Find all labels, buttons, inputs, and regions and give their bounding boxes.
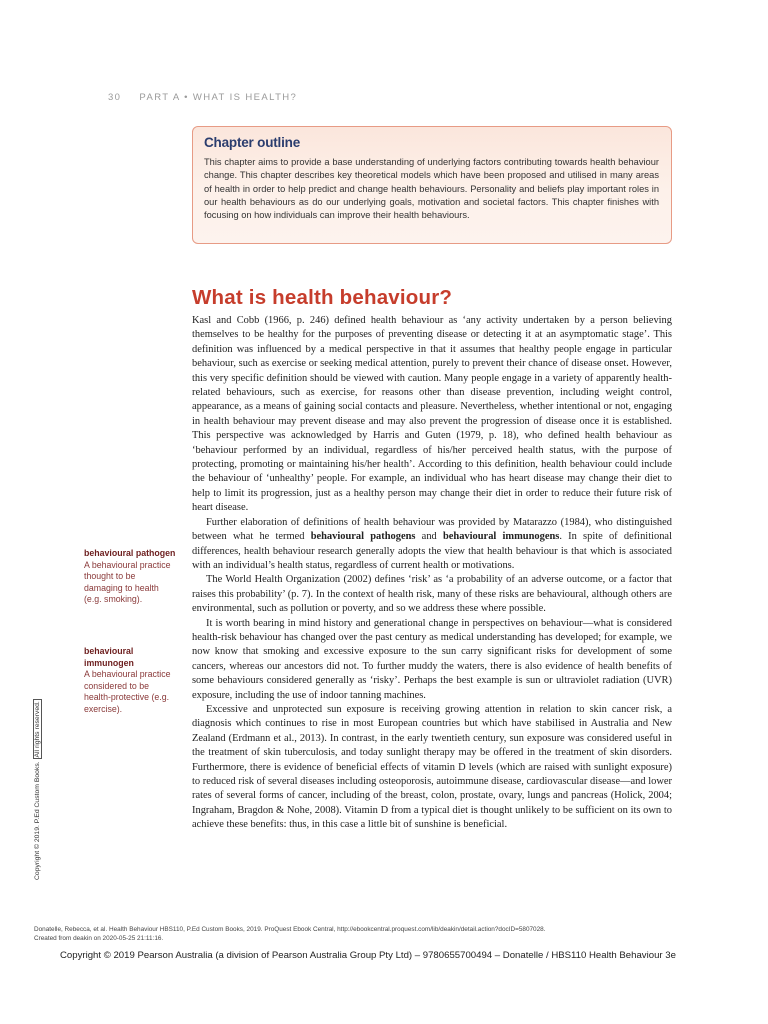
chapter-outline-title: Chapter outline: [204, 135, 301, 150]
chapter-outline-box: [192, 126, 672, 244]
citation-footer: [34, 925, 546, 943]
paragraph-4: It is worth bearing in mind history and generational change in perspectives on behaviour—what is considered health-risk behaviour has changed over the past century as medical understanding has developed; for example, we now know that smoking and excessive exposure to the sun carry significant risks for development of some cancers, whereas our ancestors did not. To further muddy the waters, there is also evidence of health benefits of some behaviours considered generally as ‘risky’. Perhaps the best example is sun or ultraviolet radiation (UVR) exposure, including the use of indoor tanning machines.: [192, 617, 672, 701]
paragraph-5: Excessive and unprotected sun exposure is receiving growing attention in relation to skin cancer risk, a diagnosis which continues to rise in most European countries but which have stabilised in Australia and New Zealand (Erdmann et al., 2013). In contrast, in the early twentieth century, sun exposure was considered useful in the treatment of skin tuberculosis, and today sunlight therapy may be offered in the treatment of skin disorders. Furthermore, there is evidence of beneficial effects of vitamin D levels (which are raised with sunlight exposure) to reduced risk of several diseases including osteoporosis, autoimmune disease, cardiovascular disease—and lower rates of several forms of cancer, including of the breast, colon, prostate, ovary, lungs and pancreas (Holick, 2004; Ingraham, Bragdon & Nohe, 2008). Vitamin D from a typical diet is thought unlikely to be sufficient on its own to achieve these benefits: thus, in this case a little bit of sunshine is beneficial.: [192, 703, 672, 831]
glossary-note-immunogen: [84, 646, 176, 716]
page-number: 30: [108, 92, 122, 103]
glossary-definition: A behavioural practice thought to be damaging to health (e.g. smoking).: [84, 559, 171, 605]
running-head-title: PART A • WHAT IS HEALTH?: [139, 92, 298, 103]
citation-line: Donatelle, Rebecca, et al. Health Behaviour HBS110, P.Ed Custom Books, 2019. ProQuest Ebook Central, http://ebookcentral.proquest.com/lib/deakin/detail.action?docID=5807028.: [34, 926, 546, 933]
running-header: [108, 92, 297, 103]
glossary-note-pathogen: [84, 548, 176, 606]
glossary-term: behavioural pathogen: [84, 548, 176, 558]
paragraph-2-start: Further elaboration of definitions of health behaviour was provided by Matarazzo (1984), who distinguished between what he termed: [192, 516, 672, 543]
glossary-definition: A behavioural practice considered to be health-protective (e.g. exercise).: [84, 669, 171, 714]
vertical-copyright-notice: [34, 699, 41, 880]
key-term-behavioural-pathogens: behavioural pathogens: [310, 531, 416, 543]
chapter-outline-text: This chapter aims to provide a base understanding of underlying factors contributing towards health behaviour change. This chapter describes key theoretical models which have been proposed and utilised in many areas of health in order to help predict and change health behaviours. Personality and beliefs play important roles in our health behaviours as do our underlying goals, motivation and societal factors. This chapter finishes with focusing on how individuals can improve their health behaviours.: [204, 157, 659, 221]
paragraph-1: Kasl and Cobb (1966, p. 246) defined health behaviour as ‘any activity undertaken by a person believing themselves to be healthy for the purposes of preventing disease or detecting it at an asymptomatic stage’. This definition was influenced by a medical perspective in that it assumes that healthy people engage in particular behaviour, such as exercise or seeking medical attention, purely to prevent their chance of disease onset. However, this very specific definition should be viewed with caution. Many people engage in a variety of apparently health-related behaviours, such as exercise, for reasons other than disease prevention, including weight control, appearance, as a means of gaining social contacts and pleasure. Nevertheless, whether intentional or not, engaging in health behaviour may prevent disease and may also prevent the progression of disease once it is established. This perspective was acknowledged by Harris and Guten (1979, p. 18), who defined health behaviour as ‘behaviour performed by an individual, regardless of his/her perceived health status, with the purpose of protecting, promoting or maintaining his/her health’. According to this definition, health behaviour could include the behaviour of ‘unhealthy’ people. For example, an individual who has heart disease may change their diet to help to limit its progression, just as a healthy person may change their diet in order to reduce their future risk of heart disease.: [192, 315, 672, 514]
vertical-copyright-text: Copyright © 2019. P.Ed Custom Books.: [34, 759, 41, 880]
section-heading: What is health behaviour?: [192, 286, 453, 309]
paragraph-3: The World Health Organization (2002) defines ‘risk’ as ‘a probability of an adverse outcome, or a factor that raises this probability’ (p. 7). In the context of health risk, many of these risks are behavioural, although others are environmental, such as pollution or poverty, and so we address these where possible.: [192, 574, 672, 615]
copyright-footer: Copyright © 2019 Pearson Australia (a division of Pearson Australia Group Pty Ltd) – 9780655700494 – Donatelle / HBS110 Health Behaviour 3e: [60, 950, 676, 961]
paragraph-2-and: and: [415, 531, 443, 543]
paragraph-2: [192, 516, 672, 574]
created-line: Created from deakin on 2020-05-25 21:11:16.: [34, 935, 164, 942]
body-text: [192, 314, 672, 833]
vertical-copyright-rights: All rights reserved.: [34, 701, 41, 758]
key-term-behavioural-immunogens: behavioural immunogens: [442, 531, 560, 543]
glossary-term: behavioural immunogen: [84, 646, 134, 668]
paragraph-2-end: . In spite of definitional differences, health behaviour research generally adopts the view that health behaviour is that which is associated with an individual’s health status, regardless of current health or motivations.: [192, 531, 672, 571]
